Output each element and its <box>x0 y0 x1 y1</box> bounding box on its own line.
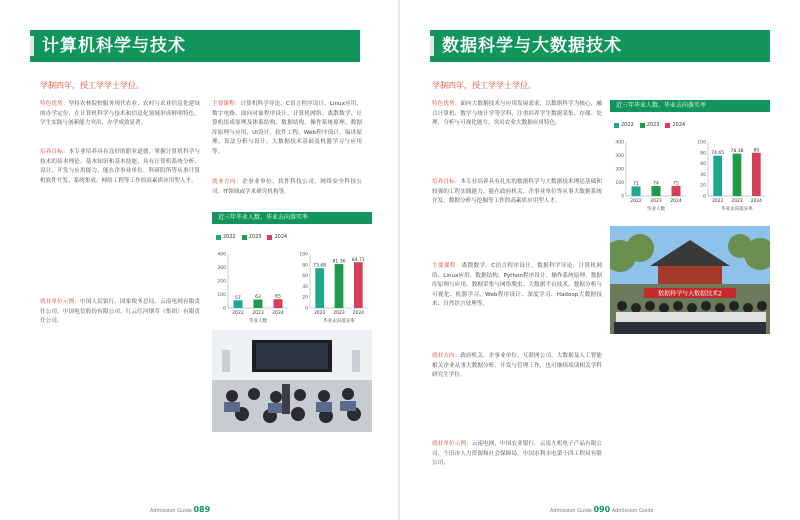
right-para-courses: 主要课程：离散数学、C语言程序设计、数据科学导论、计算机网络、Linux应用、数据结构、Python程序设计、操作系统原理、数据库原理与应用、数据采集与网络爬虫、大数据平台技术、数据分析与可视化、机器学习、Web程序设计、深度学习、Hadoop大数据技术、自然语言处理等。 <box>432 263 602 308</box>
right-chart0-y-tick: 100 <box>615 181 624 186</box>
right-chart1-bar-2022 <box>713 156 722 196</box>
right-chart-legend: 2022 2023 2024 <box>614 122 685 128</box>
left-chart0-x-axis-label: 毕业人数 <box>249 319 267 324</box>
legend-swatch-2022 <box>614 123 619 128</box>
right-chart0-y-tick: 400 <box>615 140 624 146</box>
group-photo-illustration <box>610 226 770 334</box>
legend-swatch-2022 <box>216 235 221 240</box>
left-chart0-category-label: 2024 <box>272 311 284 316</box>
left-chart-panel <box>212 212 372 324</box>
left-graduates-chart <box>212 246 292 324</box>
left-chart1-y-tick: 80 <box>302 263 308 269</box>
legend-swatch-2024 <box>267 235 272 240</box>
left-chart0-y-tick: 300 <box>217 266 226 271</box>
right-chart1-y-tick: 0 <box>703 194 706 200</box>
left-chart1-data-label: 73.68 <box>313 263 327 269</box>
left-major-title: 计算机科学与技术 <box>30 30 360 62</box>
right-chart0-bar-2023 <box>652 186 661 196</box>
right-chart0-y-tick: 300 <box>615 154 624 159</box>
left-para-features: 特色优势：坚持农林院校服务现代农业、农村与农业信息化建设的办学定位，在计算机科学与技术和信息化领域形成鲜明特色，学生实践与创新能力突出，办学成效显著。 <box>40 101 200 127</box>
right-placement-rate-chart <box>692 134 770 212</box>
left-para-careers: 就业方向：企事业单位、软件科技公司、网络安全科技公司、IT领域或学术研究机构等。 <box>212 179 362 195</box>
right-footer: Admission Guide 090 Admission Guide <box>550 505 654 514</box>
left-chart0-y-tick: 200 <box>217 279 226 285</box>
left-chart1-data-label: 81.36 <box>332 259 346 265</box>
left-chart0-category-label: 2023 <box>252 311 264 316</box>
right-para-features: 特色优势：面向大数据技术与应用发展需求，以数据科学为核心，融合计算机、数学与统计学等学科，注重培养学生数据采集、存储、处理、分析与可视化能力，突出农业大数据应用特色。 <box>432 101 602 127</box>
left-chart0-data-label: 63 <box>255 294 261 300</box>
right-chart1-category-label: 2024 <box>750 199 763 204</box>
left-chart1-y-tick: 0 <box>305 306 308 312</box>
right-chart1-y-tick: 100 <box>697 140 706 146</box>
left-chart0-y-tick: 100 <box>217 293 226 298</box>
left-chart1-data-label: 84.71 <box>351 257 365 263</box>
right-chart0-y-tick: 0 <box>621 194 624 200</box>
left-chart1-y-tick: 40 <box>302 284 308 290</box>
right-chart-heading: 近三年毕业人数、毕业去向落实率 <box>610 100 770 112</box>
group-photo-banner-text: 数据科学与大数据技术2 <box>658 290 722 298</box>
left-para-courses: 主要课程：计算机科学导论、C语言程序设计、Linux应用、数字电路、面向对象程序设计、计算机网络、离散数学、计算机组成原理及体系结构、数据结构、操作系统原理、数据库原理与应用、UI设计、软件工程、Web程序设计、编译原理、算法分析与设计、大数据技术基础及机器学习与应用等。 <box>212 101 362 155</box>
right-chart1-data-label: 80 <box>753 148 760 154</box>
right-chart1-x-axis-label: 毕业去向落实率 <box>721 207 753 212</box>
legend-swatch-2023 <box>640 123 645 128</box>
right-page-number: 090 <box>593 505 611 514</box>
right-para-careers: 就业方向：政府机关、企事业单位、互联网公司、大数据及人工智能相关企业从事大数据分析、开发与管理工作，也可继续攻读相关学科研究生学位。 <box>432 353 602 379</box>
left-chart-heading: 近三年毕业人数、毕业去向落实率 <box>212 212 372 224</box>
left-duration: 学制四年，授工学学士学位。 <box>40 81 144 90</box>
right-chart0-category-label: 2022 <box>630 199 642 204</box>
right-chart0-y-tick: 200 <box>615 167 624 173</box>
right-chart0-data-label: 74 <box>653 181 659 187</box>
left-para-goals: 培养目标：本专业培养具有良好的职业道德，掌握计算机科学与技术的基本理论、基本知识和基本技能，具有计算机系统分析、设计、开发与应用能力，能在企事业单位、科研院所等从事计算机软件开发、系统集成、网络工程等工作的高素质应用型人才。 <box>40 149 200 184</box>
legend-swatch-2023 <box>242 235 247 240</box>
right-chart1-data-label: 74.65 <box>711 151 725 157</box>
left-chart0-data-label: 57 <box>235 295 241 301</box>
left-chart0-data-label: 65 <box>275 294 281 300</box>
right-para-employers: 就业单位示例：云南电网、中国农业银行、云南九机电子产品有限公司、个旧市人力资源和社会保障局、中国水利水电第十四工程局有限公司。 <box>432 441 602 467</box>
right-chart1-bar-2023 <box>733 154 742 196</box>
right-duration: 学制四年，授工学学士学位。 <box>432 81 536 90</box>
left-chart0-y-tick: 0 <box>223 306 226 312</box>
right-chart1-data-label: 78.38 <box>730 149 744 155</box>
right-major-title: 数据科学与大数据技术 <box>430 30 770 62</box>
right-chart1-category-label: 2023 <box>731 199 743 204</box>
left-chart1-category-label: 2024 <box>352 311 365 316</box>
right-chart0-category-label: 2023 <box>650 199 662 204</box>
right-graduates-chart <box>610 134 690 212</box>
left-chart0-bar-2023 <box>254 299 263 308</box>
left-chart1-y-tick: 100 <box>299 252 308 258</box>
classroom-photo <box>212 330 372 432</box>
left-chart1-bar-2023 <box>335 264 344 308</box>
left-chart0-bar-2024 <box>274 299 283 308</box>
left-chart-legend: 2022 2023 2024 <box>216 234 287 240</box>
right-chart0-x-axis-label: 毕业人数 <box>647 207 665 212</box>
right-chart0-bar-2022 <box>632 186 641 196</box>
left-chart0-bar-2022 <box>234 300 243 308</box>
right-chart1-y-tick: 60 <box>700 162 706 168</box>
right-chart1-category-label: 2022 <box>711 199 724 204</box>
left-chart1-x-axis-label: 毕业去向落实率 <box>323 319 355 324</box>
group-photo <box>610 226 770 334</box>
left-para-employers: 就业单位示例：中国人民银行、国家税务总局、云南电网有限责任公司、中国电信股份有限公司、红云红河烟草（集团）有限责任公司。 <box>40 299 200 325</box>
left-placement-rate-chart <box>294 246 372 324</box>
right-chart1-bar-2024 <box>752 153 761 196</box>
left-chart1-category-label: 2022 <box>313 311 326 316</box>
right-chart1-y-tick: 20 <box>700 183 706 189</box>
right-chart0-bar-2024 <box>672 186 681 196</box>
right-chart0-data-label: 71 <box>633 181 639 187</box>
left-chart1-category-label: 2023 <box>333 311 345 316</box>
left-chart0-category-label: 2022 <box>232 311 244 316</box>
right-page <box>400 0 800 520</box>
left-footer: Admission Guide 089 <box>150 505 211 514</box>
right-chart1-y-tick: 80 <box>700 151 706 157</box>
right-chart-panel <box>610 100 770 212</box>
right-chart0-data-label: 75 <box>673 181 679 187</box>
legend-swatch-2024 <box>665 123 670 128</box>
left-chart1-bar-2024 <box>354 262 363 308</box>
right-para-goals: 培养目标：本专业培养具有扎实的数据科学与大数据技术理论基础和较强的工程实践能力，能在政府机关、企事业单位等从事大数据系统开发、数据分析与挖掘等工作的高素质应用型人才。 <box>432 179 602 205</box>
right-chart1-y-tick: 40 <box>700 172 706 178</box>
left-chart1-y-tick: 60 <box>302 274 308 280</box>
left-chart1-y-tick: 20 <box>302 295 308 301</box>
left-chart1-bar-2022 <box>315 268 324 308</box>
classroom-photo-illustration <box>212 330 372 432</box>
left-page-number: 089 <box>193 505 211 514</box>
left-chart0-y-tick: 400 <box>217 252 226 258</box>
right-chart0-category-label: 2024 <box>670 199 682 204</box>
